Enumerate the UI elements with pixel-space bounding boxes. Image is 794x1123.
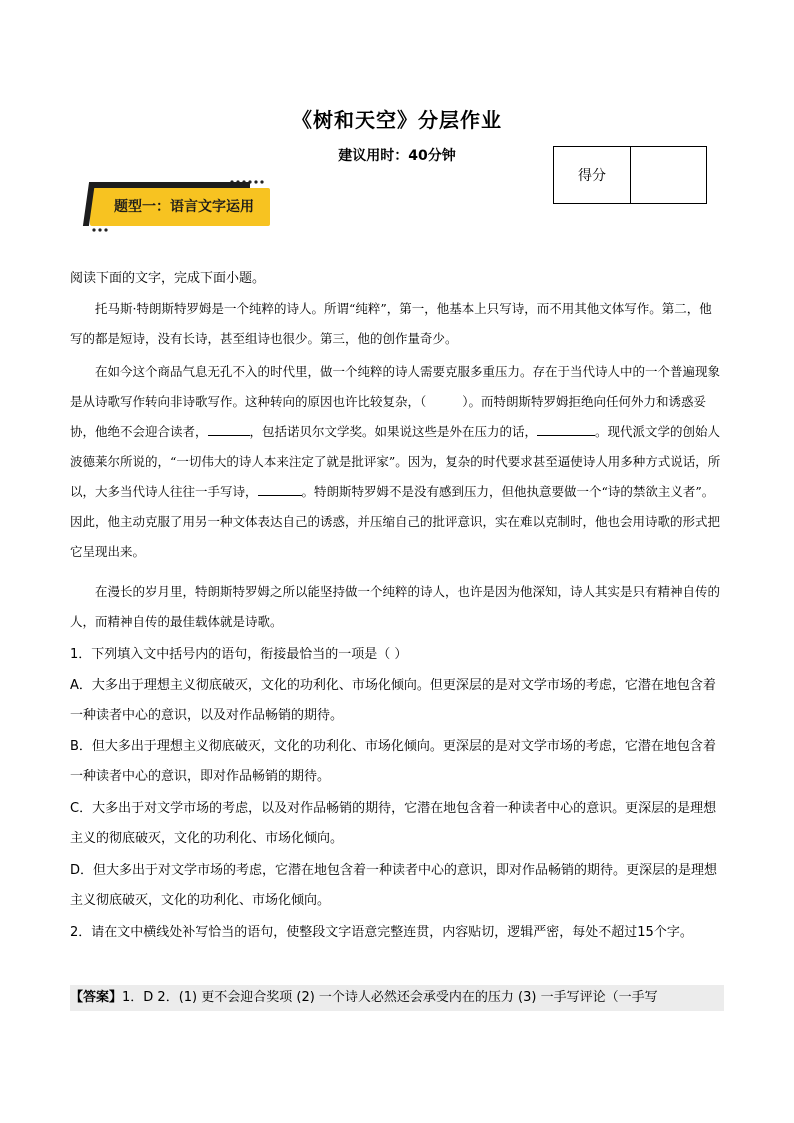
score-input[interactable] (631, 147, 706, 203)
option-d: D．但大多出于对文学市场的考虑，它潜在地包含着一种读者中心的意识，即对作品畅销的期待。更深层的是理想主义彻底破灭，文化的功利化、市场化倾向。 (70, 863, 718, 908)
suggested-time: 建议用时：40分钟 (338, 148, 456, 164)
score-box (553, 146, 707, 204)
passage-p2-d: 。现代派文学的创始人波德莱尔所说的，“一切伟大的诗人本来注定了就是批评家”。因为，复杂的时代要求甚至逼使诗人用多种方式说话，所以，大多当代诗人往往一手写诗， (70, 424, 721, 499)
section-heading: 题型一：语言文字运用 (114, 199, 254, 215)
passage-paragraph-2 (70, 357, 724, 567)
passage-p2-a: 在如今这个商品气息无孔不入的时代里，做一个纯粹的诗人需要克服多重压力。存在于当代诗人中的一个普遍现象是从诗歌写作转向非诗歌写作。这种转向的原因也许比较复杂，（ (70, 364, 721, 409)
passage-paragraph-3: 在漫长的岁月里，特朗斯特罗姆之所以能坚持做一个纯粹的诗人，也许是因为他深知，诗人其实是只有精神自传的人，而精神自传的最佳载体就是诗歌。 (70, 584, 721, 629)
banner-black-top (90, 182, 250, 188)
blank-2[interactable] (537, 421, 595, 436)
option-c: C．大多出于对文学市场的考虑，以及对作品畅销的期待，它潜在地包含着一种读者中心的意识。更深层的是理想主义的彻底破灭，文化的功利化、市场化倾向。 (70, 801, 717, 846)
answer-tag: 【答案】 (70, 990, 123, 1005)
question-2: 2．请在文中横线处补写恰当的语句，使整段文字语意完整连贯，内容贴切，逻辑严密，每处不超过15个字。 (70, 925, 693, 940)
passage-p2-c: ，包括诺贝尔文学奖。如果说这些是外在压力的话， (249, 424, 538, 439)
blank-3[interactable] (258, 481, 302, 496)
question-1: 1．下列填入文中括号内的语句，衔接最恰当的一项是（ ） (70, 647, 408, 662)
score-label: 得分 (554, 147, 631, 203)
passage-p2-e: 。特朗斯特罗姆不是没有感到压力，但他执意要做一个“诗的禁欲主义者”。因此，他主动克服了用另一种文体表达自己的诱惑，并压缩自己的批评意识，实在难以克制时，他也会用诗歌的形式把它呈现出来。 (70, 484, 721, 559)
passage-p2-b: ）。而特朗斯特罗姆拒绝向任何外力和诱惑妥协，他绝不会迎合读者， (70, 394, 707, 439)
instructions: 阅读下面的文字，完成下面小题。 (70, 271, 266, 286)
option-b: B．但大多出于理想主义彻底破灭，文化的功利化、市场化倾向。更深层的是对文学市场的考虑，它潜在地包含着一种读者中心的意识，即对作品畅销的期待。 (70, 739, 716, 784)
answer-bar (70, 985, 724, 1011)
option-a: A．大多出于理想主义彻底破灭，文化的功利化、市场化倾向。但更深层的是对文学市场的考虑，它潜在地包含着一种读者中心的意识，以及对作品畅销的期待。 (70, 678, 716, 723)
section-banner (82, 180, 272, 232)
answer-text: 1．D 2．(1) 更不会迎合奖项 (2) 一个诗人必然还会承受内在的压力 (3) 一手写评论（一手写 (122, 990, 658, 1005)
blank-1[interactable] (208, 421, 250, 436)
passage-paragraph-1: 托马斯·特朗斯特罗姆是一个纯粹的诗人。所谓“纯粹”，第一，他基本上只写诗，而不用其他文体写作。第二，他写的都是短诗，没有长诗，甚至组诗也很少。第三，他的创作量奇少。 (70, 301, 712, 346)
page-title: 《树和天空》分层作业 (292, 108, 502, 132)
